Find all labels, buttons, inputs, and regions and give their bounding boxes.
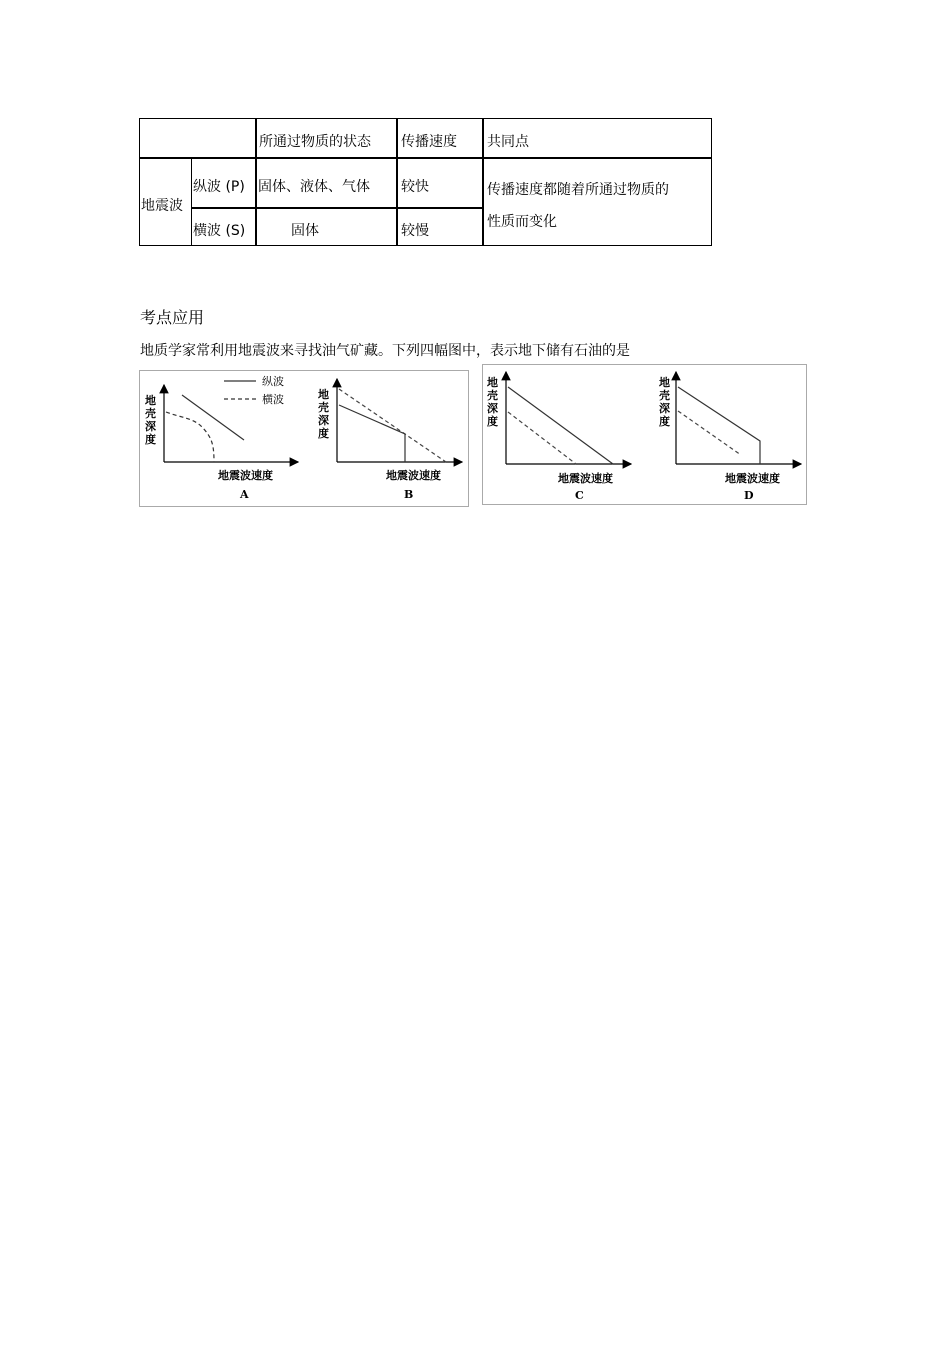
header-state: 所通过物质的状态	[259, 134, 371, 150]
panel-b-ylabel-3: 深	[318, 414, 329, 427]
panel-b	[318, 379, 462, 501]
row-p-wave: 纵波 (P)	[193, 179, 245, 195]
question-text: 地质学家常利用地震波来寻找油气矿藏。下列四幅图中，表示地下储有石油的是	[140, 343, 630, 359]
group-label: 地震波	[141, 198, 183, 214]
figure-frame-ab	[140, 371, 469, 507]
panel-b-label: B	[404, 488, 414, 501]
panel-a-label: A	[240, 488, 249, 501]
section-title: 考点应用	[140, 308, 205, 327]
panel-d-ylabel-1: 地	[659, 376, 670, 389]
panel-b-s-wave	[339, 389, 446, 462]
panel-b-p-wave	[339, 405, 405, 462]
panel-a-ylabel-4: 度	[145, 433, 156, 446]
legend-s-label: 横波	[262, 393, 284, 406]
common-line-1: 传播速度都随着所通过物质的	[487, 182, 669, 198]
panel-c-s-wave	[508, 412, 576, 464]
header-speed: 传播速度	[401, 134, 457, 150]
panel-a-ylabel-3: 深	[145, 420, 156, 433]
header-common: 共同点	[487, 134, 529, 150]
row-s-wave: 横波 (S)	[193, 223, 246, 239]
panel-d-p-wave	[678, 387, 760, 464]
wave-figures	[0, 0, 950, 520]
panel-c-xlabel: 地震波速度	[558, 472, 613, 485]
common-line-2: 性质而变化	[487, 214, 557, 230]
panel-b-xlabel: 地震波速度	[386, 469, 441, 482]
panel-d-s-wave	[678, 411, 741, 455]
panel-c-ylabel-3: 深	[487, 402, 498, 415]
panel-c-label: C	[575, 489, 584, 502]
row-p-speed: 较快	[401, 179, 429, 195]
row-s-speed: 较慢	[401, 223, 429, 239]
panel-b-ylabel-1: 地	[318, 388, 329, 401]
panel-d-ylabel-2: 壳	[659, 389, 670, 402]
panel-b-ylabel-4: 度	[318, 427, 329, 440]
row-s-state: 固体	[291, 223, 319, 239]
panel-c-ylabel-2: 壳	[487, 389, 498, 402]
panel-a-xlabel: 地震波速度	[218, 469, 273, 482]
panel-a	[145, 374, 298, 501]
panel-d-xlabel: 地震波速度	[725, 472, 780, 485]
panel-a-s-wave	[166, 412, 214, 462]
panel-a-ylabel-2: 壳	[145, 407, 156, 420]
panel-d-label: D	[744, 489, 754, 502]
panel-c-ylabel-4: 度	[487, 415, 498, 428]
panel-a-ylabel-1: 地	[145, 394, 156, 407]
panel-b-ylabel-2: 壳	[318, 401, 329, 414]
panel-c	[487, 372, 631, 502]
row-p-state: 固体、液体、气体	[258, 179, 370, 195]
panel-c-ylabel-1: 地	[487, 376, 498, 389]
panel-d-ylabel-3: 深	[659, 402, 670, 415]
panel-a-p-wave	[182, 395, 244, 440]
legend-p-label: 纵波	[262, 375, 284, 388]
panel-d-ylabel-4: 度	[659, 415, 670, 428]
panel-d	[659, 372, 801, 502]
